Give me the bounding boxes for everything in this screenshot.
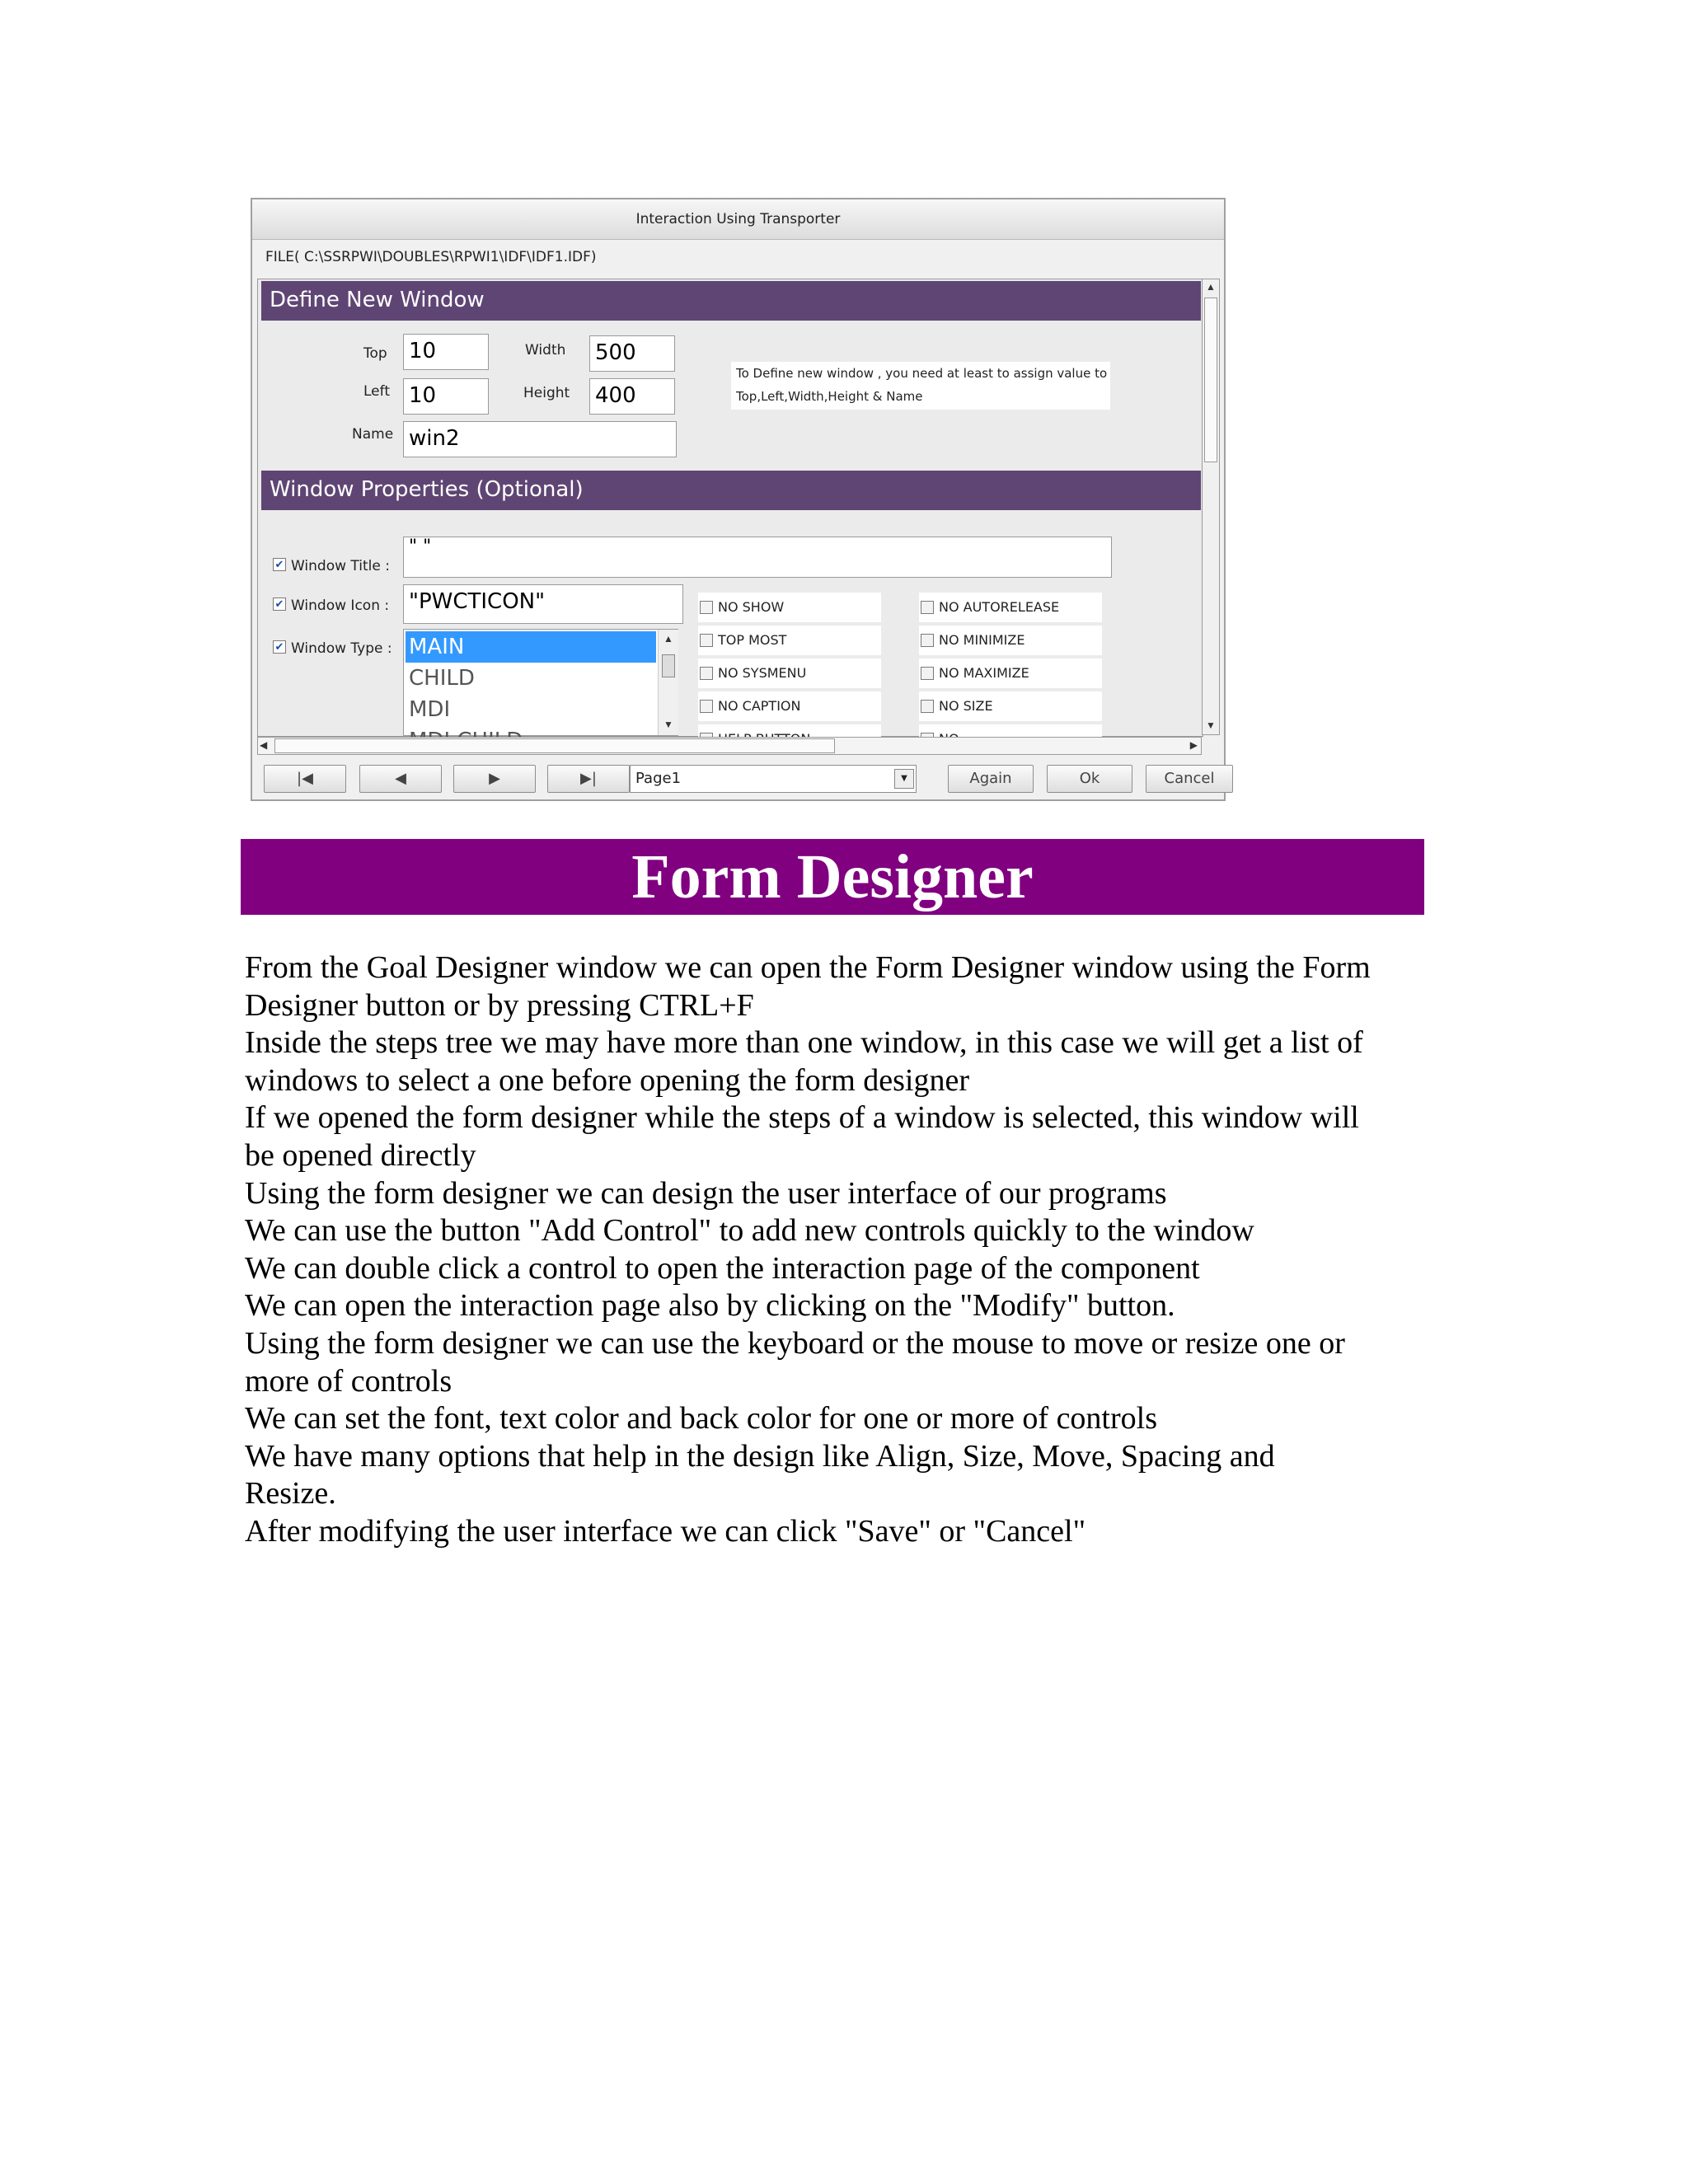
option-no-autorelease[interactable]: [919, 593, 1102, 622]
body-line: Using the form designer we can use the keyboard or the mouse to move or resize one or: [245, 1325, 1345, 1361]
bottom-toolbar: [257, 757, 1217, 798]
note-line-2: Top,Left,Width,Height & Name: [736, 389, 923, 404]
properties-scroll-area[interactable]: [257, 279, 1203, 737]
scroll-up-icon[interactable]: ▲: [663, 633, 673, 644]
checkbox-icon[interactable]: [700, 601, 713, 614]
chevron-down-icon[interactable]: ▼: [894, 769, 914, 789]
checkbox-icon[interactable]: [921, 700, 934, 713]
checkbox-icon[interactable]: [921, 667, 934, 680]
option-no-maximize[interactable]: [919, 658, 1102, 688]
left-input[interactable]: 10: [403, 378, 489, 415]
name-input[interactable]: win2: [403, 421, 677, 457]
note-line-1: To Define new window , you need at least to assign value to: [736, 366, 1108, 381]
horizontal-scrollbar[interactable]: [257, 737, 1202, 755]
scroll-thumb[interactable]: [274, 738, 835, 753]
checkbox-icon[interactable]: [700, 700, 713, 713]
scroll-left-icon[interactable]: ◀: [260, 739, 268, 751]
body-line: We can set the font, text color and back color for one or more of controls: [245, 1401, 1157, 1436]
page-select-value: Page1: [635, 770, 682, 787]
option-label: NO SYSMENU: [718, 665, 807, 681]
body-line: After modifying the user interface we can click "Save" or "Cancel": [245, 1513, 1086, 1549]
ok-button[interactable]: Ok: [1047, 765, 1132, 793]
page-select[interactable]: [630, 765, 917, 793]
left-label: Left: [363, 383, 390, 400]
width-label: Width: [525, 342, 566, 359]
first-page-icon: |◀: [297, 770, 313, 787]
listbox-scrollbar[interactable]: [658, 630, 678, 735]
option-no-minimize[interactable]: [919, 626, 1102, 655]
top-label: Top: [363, 345, 387, 362]
last-page-button[interactable]: [547, 765, 630, 793]
height-label: Height: [523, 385, 570, 401]
define-new-window-header: Define New Window: [261, 281, 1201, 321]
window-type-item-mdi[interactable]: MDI: [409, 697, 451, 722]
body-line: If we opened the form designer while the steps of a window is selected, this window will: [245, 1100, 1359, 1136]
body-line: From the Goal Designer window we can open the Form Designer window using the Form: [245, 950, 1371, 985]
window-title-checkbox[interactable]: ✔: [273, 558, 286, 571]
option-top-most[interactable]: [698, 626, 881, 655]
previous-page-button[interactable]: [359, 765, 442, 793]
last-page-icon: ▶|: [580, 770, 597, 787]
checkbox-icon[interactable]: [700, 634, 713, 647]
cancel-button[interactable]: Cancel: [1146, 765, 1233, 793]
scroll-up-icon[interactable]: ▲: [1206, 281, 1216, 293]
body-line: be opened directly: [245, 1137, 476, 1173]
file-path-label: FILE( C:\SSRPWI\DOUBLES\RPWI1\IDF\IDF1.IDF): [265, 249, 597, 265]
checkbox-icon[interactable]: [921, 634, 934, 647]
window-icon-checkbox[interactable]: ✔: [273, 598, 286, 611]
window-icon-label: Window Icon :: [291, 598, 390, 614]
body-line: We have many options that help in the design like Align, Size, Move, Spacing and: [245, 1438, 1275, 1474]
name-label: Name: [352, 426, 394, 443]
scroll-down-icon[interactable]: ▼: [663, 719, 673, 730]
option-label: TOP MOST: [718, 632, 787, 648]
first-page-button[interactable]: [264, 765, 346, 793]
option-label: NO SHOW: [718, 599, 785, 615]
window-title-input[interactable]: " ": [403, 537, 1112, 578]
define-window-note: [731, 362, 1110, 410]
option-label: NO CAPTION: [718, 698, 801, 714]
body-line: more of controls: [245, 1363, 452, 1399]
window-title-bar: Interaction Using Transporter: [252, 199, 1224, 240]
body-line: We can open the interaction page also by clicking on the "Modify" button.: [245, 1288, 1175, 1324]
next-page-button[interactable]: [453, 765, 536, 793]
scroll-thumb[interactable]: [1204, 298, 1217, 462]
window-type-item-child[interactable]: CHILD: [409, 666, 475, 691]
window-type-label: Window Type :: [291, 640, 392, 657]
option-label: NO MINIMIZE: [939, 632, 1025, 648]
body-line: Using the form designer we can design the user interface of our programs: [245, 1175, 1167, 1211]
body-line: Designer button or by pressing CTRL+F: [245, 987, 754, 1023]
scroll-thumb[interactable]: [662, 654, 675, 677]
body-line: Inside the steps tree we may have more than one window, in this case we will get a list of: [245, 1025, 1363, 1061]
body-line: We can double click a control to open the interaction page of the component: [245, 1250, 1200, 1286]
option-no-caption[interactable]: [698, 691, 881, 721]
window-title-label: Window Title :: [291, 558, 390, 574]
scroll-down-icon[interactable]: ▼: [1206, 719, 1216, 731]
option-no-size[interactable]: [919, 691, 1102, 721]
width-input[interactable]: 500: [589, 335, 675, 372]
option-label: NO AUTORELEASE: [939, 599, 1060, 615]
option-no-sysmenu[interactable]: [698, 658, 881, 688]
transporter-window: [251, 198, 1226, 801]
next-page-icon: ▶: [489, 770, 500, 787]
body-line: We can use the button "Add Control" to add new controls quickly to the window: [245, 1213, 1254, 1249]
section-heading-banner: Form Designer: [241, 839, 1424, 915]
window-type-listbox[interactable]: [403, 629, 678, 736]
document-body: [245, 949, 1432, 1551]
main-vertical-scrollbar[interactable]: [1202, 279, 1220, 735]
height-input[interactable]: 400: [589, 378, 675, 415]
option-label: NO MAXIMIZE: [939, 665, 1029, 681]
option-label: NO SIZE: [939, 698, 993, 714]
previous-page-icon: ◀: [395, 770, 406, 787]
body-line: windows to select a one before opening the form designer: [245, 1062, 970, 1098]
option-no-show[interactable]: [698, 593, 881, 622]
window-type-checkbox[interactable]: ✔: [273, 640, 286, 654]
window-icon-input[interactable]: "PWCTICON": [403, 584, 683, 624]
body-line: Resize.: [245, 1476, 336, 1511]
checkbox-icon[interactable]: [700, 667, 713, 680]
scroll-right-icon[interactable]: ▶: [1189, 739, 1198, 751]
again-button[interactable]: Again: [948, 765, 1034, 793]
window-properties-header: Window Properties (Optional): [261, 471, 1201, 510]
top-input[interactable]: 10: [403, 334, 489, 370]
checkbox-icon[interactable]: [921, 601, 934, 614]
window-type-item-main[interactable]: MAIN: [406, 631, 656, 663]
